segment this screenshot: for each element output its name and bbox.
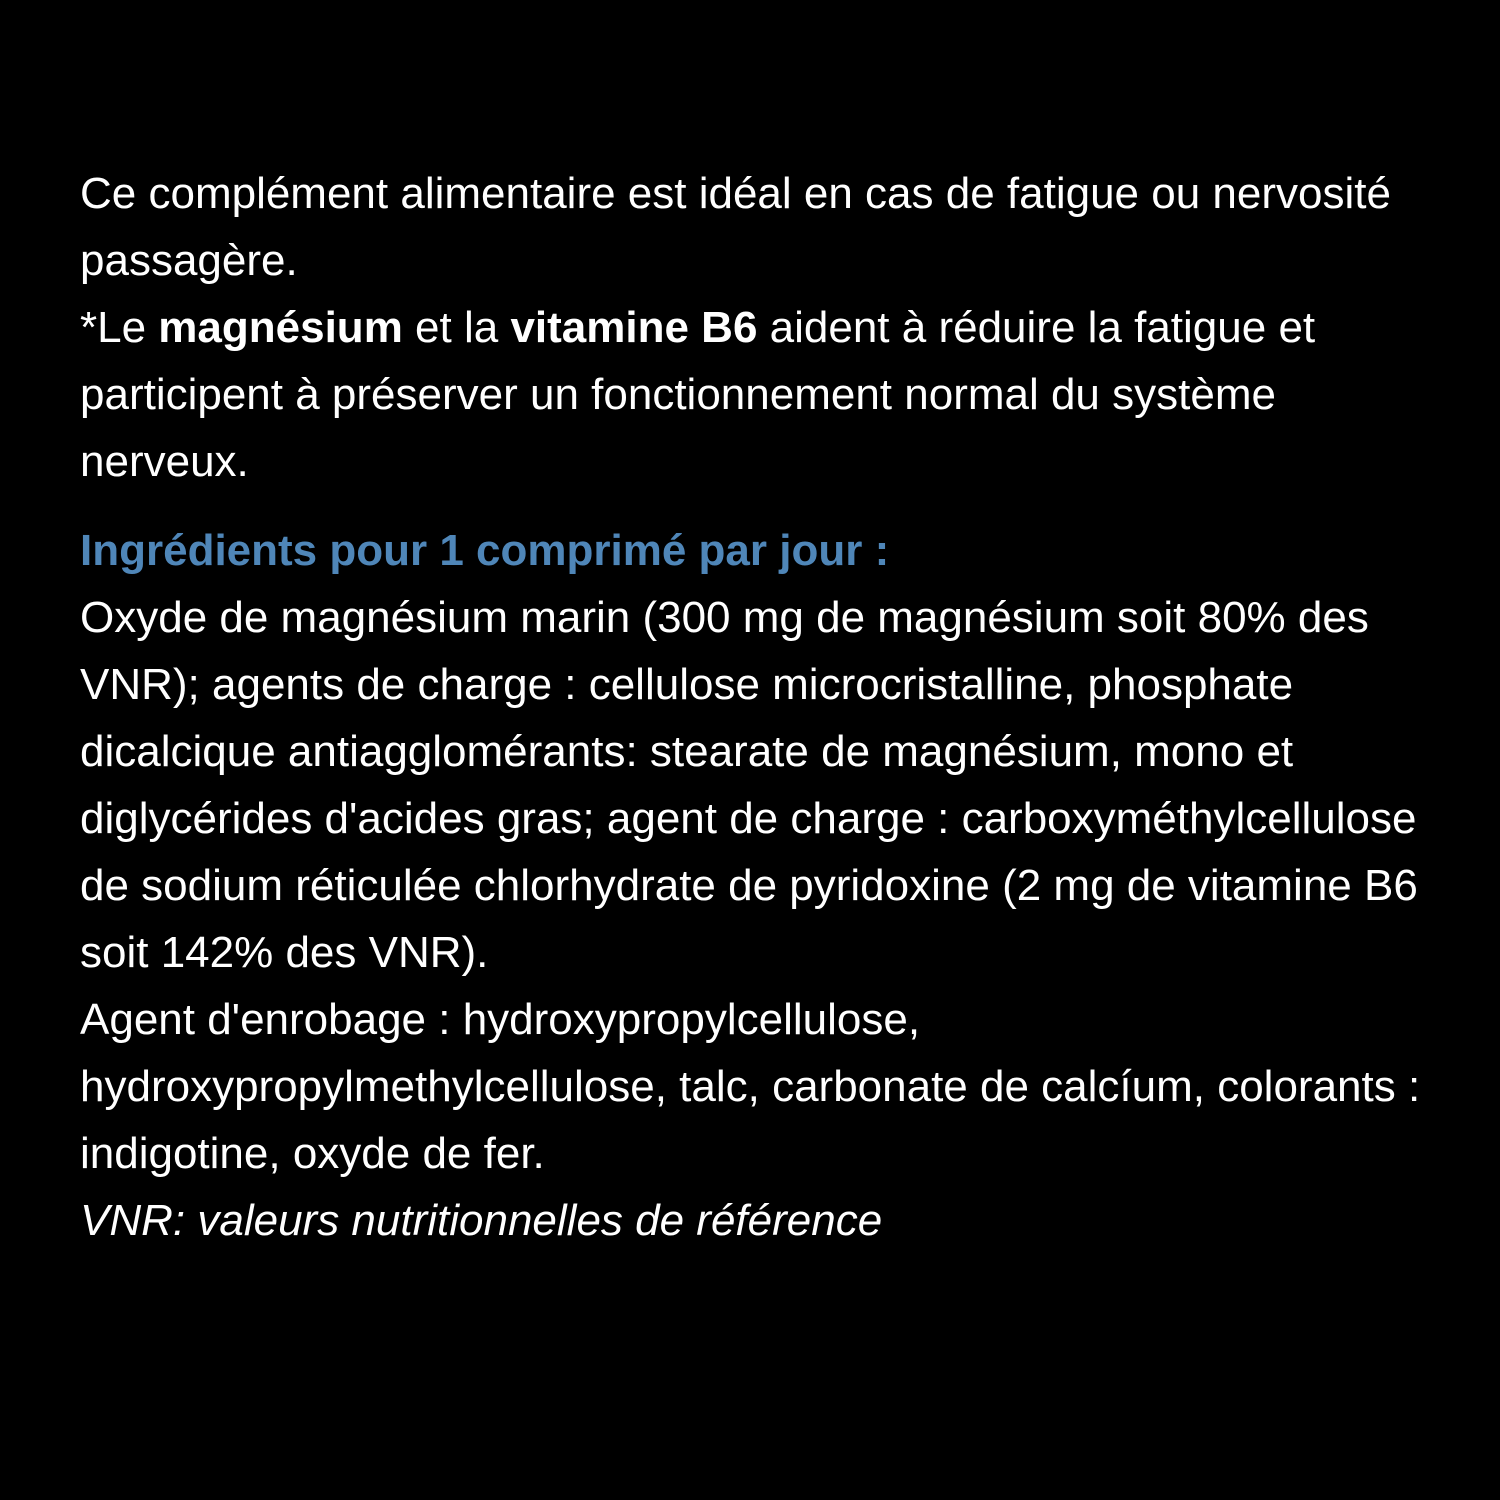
claim-suffix: aident à réduire la fatigue et participent à préserver un fonctionnement normal du système nerveux.: [80, 303, 1316, 486]
intro-section: [80, 160, 1440, 495]
ingredients-list: Oxyde de magnésium marin (300 mg de magnésium soit 80% des VNR); agents de charge : cellulose microcristalline, phosphate dicalcique antiagglomérants: stearate de magnésium, mono et diglycérides d'acides gras; agent de charge : carboxyméthylcellulose de sodium réticulée chlorhydrate de pyridoxine (2 mg de vitamine B6 soit 142% des VNR).: [80, 593, 1418, 977]
intro-text: Ce complément alimentaire est idéal en cas de fatigue ou nervosité passagère.: [80, 169, 1391, 285]
ingredients-title: Ingrédients pour 1 comprimé par jour :: [80, 526, 890, 575]
health-claim: [80, 294, 1440, 495]
product-description: [80, 160, 1440, 1254]
claim-mid: et la: [402, 303, 511, 352]
claim-magnesium: magnésium: [158, 303, 403, 352]
coating-agents: Agent d'enrobage : hydroxypropylcellulose, hydroxypropylmethylcellulose, talc, carbonate de calcíum, colorants : indigotine, oxyde de fer.: [80, 995, 1421, 1178]
ingredients-section: [80, 517, 1440, 1254]
vnr-footnote: VNR: valeurs nutritionnelles de référence: [80, 1196, 883, 1245]
claim-vitamin-b6: vitamine B6: [510, 303, 758, 352]
claim-prefix: *Le: [80, 303, 159, 352]
